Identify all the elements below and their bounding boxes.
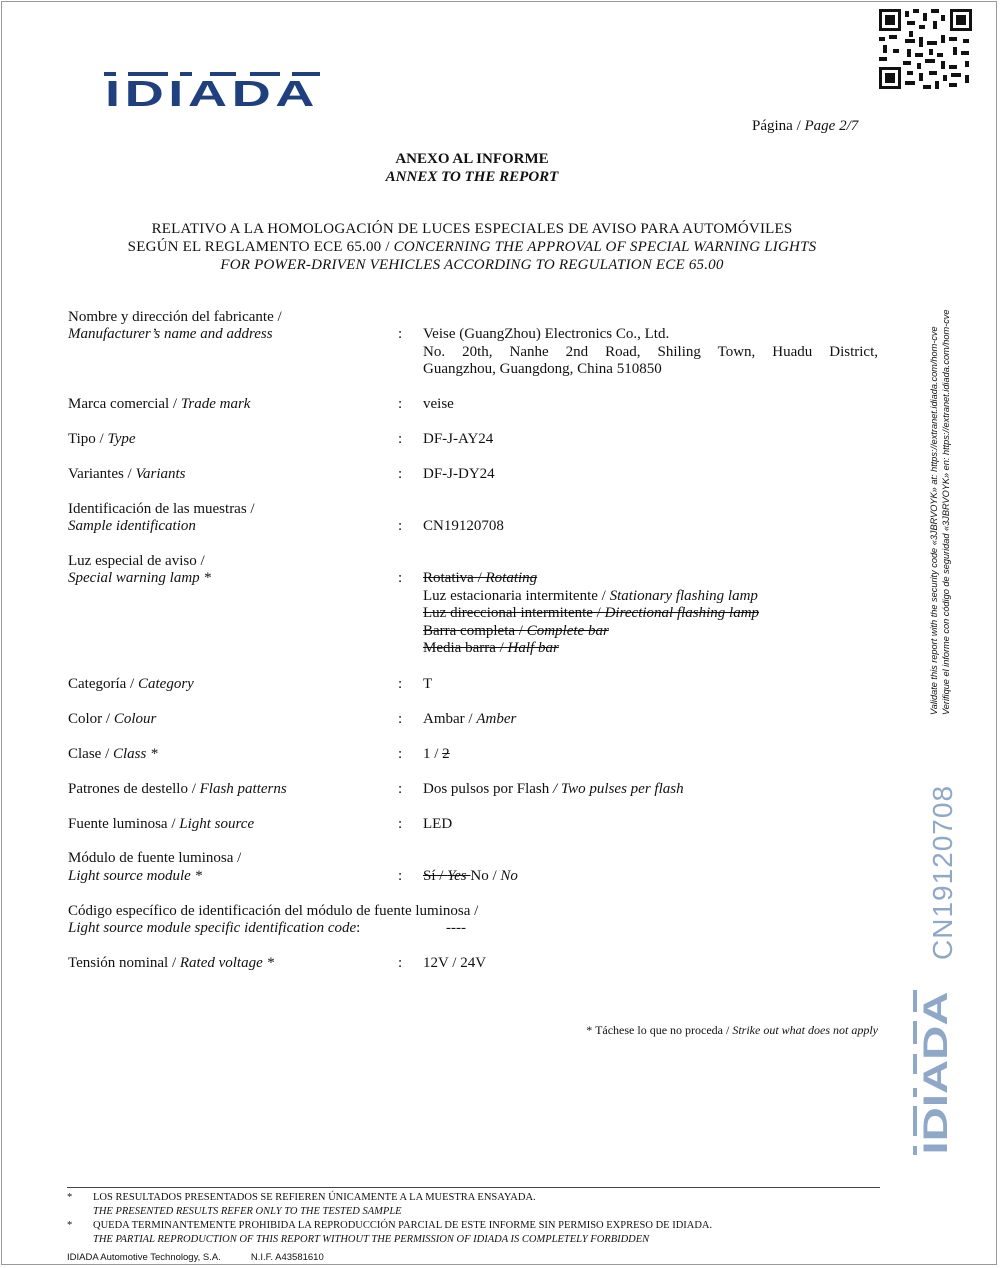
annex-heading-es: ANEXO AL INFORME [395,151,549,167]
colon: : [398,781,403,797]
sample-value: CN19120708 [423,518,504,534]
colon: : [398,711,403,727]
footer-line-4: THE PARTIAL REPRODUCTION OF THIS REPORT WITHOUT THE PERMISSION OF IDIADA IS COMPLETELY FORBIDDEN [93,1234,650,1245]
colon: : [398,955,403,971]
title-line-2: SEGÚN EL REGLAMENTO ECE 65.00 / CONCERNING THE APPROVAL OF SPECIAL WARNING LIGHTS [127,239,817,255]
colour-label: Color / Colour [68,711,157,727]
trademark-value: veise [423,396,454,412]
flash-label: Patrones de destello / Flash patterns [68,781,287,797]
class-value: 1 / 2 [423,746,450,762]
svg-text:IDIADA: IDIADA [105,73,319,114]
colour-value: Ambar / Amber [423,711,517,727]
colon: : [398,518,403,534]
lamp-option-rotating: Rotativa / Rotating [423,570,538,586]
page-number: Página / Page 2/7 [752,118,859,134]
svg-text:IDIADA: IDIADA [917,1037,955,1155]
module-code-value: ---- [446,920,466,936]
colon: : [398,431,403,447]
annex-heading-en: ANNEX TO THE REPORT [385,169,559,185]
footer-bullet: * [67,1192,73,1203]
validation-note [928,305,952,715]
lamp-option-half-bar: Media barra / Half bar [423,640,559,656]
lamp-option-directional: Luz direccional intermitente / Directional flashing lamp [423,605,760,621]
footer-line-3: QUEDA TERMINANTEMENTE PROHIBIDA LA REPRODUCCIÓN PARCIAL DE ESTE INFORME SIN PERMISO EXPRESO DE IDIADA. [93,1220,713,1231]
colon: : [398,746,403,762]
footer-separator [67,1187,880,1188]
class-label: Clase / Class * [68,746,158,762]
validation-line-en: Validate this report with the security code «3JBRVOYK» at: https://extranet.idiada.com/hom-cve [929,326,939,715]
footer-line-1: LOS RESULTADOS PRESENTADOS SE REFIEREN ÚNICAMENTE A LA MUESTRA ENSAYADA. [93,1192,536,1203]
colon: : [398,570,403,586]
voltage-value: 12V / 24V [423,955,487,971]
idiada-logo [104,72,320,114]
trademark-label: Marca comercial / Trade mark [68,396,251,412]
colon: : [398,396,403,412]
module-code-label-es: Código específico de identificación del módulo de fuente luminosa / [68,903,479,919]
type-label: Tipo / Type [68,431,136,447]
lamp-option-complete-bar: Barra completa / Complete bar [423,623,609,639]
strike-note: * Táchese lo que no proceda / Strike out what does not apply [586,1023,878,1037]
variants-label: Variantes / Variants [68,466,186,482]
manufacturer-label-es: Nombre y dirección del fabricante / [68,309,282,325]
source-label: Fuente luminosa / Light source [68,816,255,832]
colon: : [398,868,403,884]
sample-label-es: Identificación de las muestras / [68,501,255,517]
title-line-3: FOR POWER-DRIVEN VEHICLES ACCORDING TO REGULATION ECE 65.00 [220,257,724,273]
company-info: IDIADA Automotive Technology, S.A. N.I.F. A43581610 [67,1252,324,1263]
qr-code-icon [879,9,972,89]
voltage-label: Tensión nominal / Rated voltage * [68,955,274,971]
lamp-label-es: Luz especial de aviso / [68,553,205,569]
colon: : [398,466,403,482]
category-value: T [423,676,433,692]
module-label-es: Módulo de fuente luminosa / [68,850,242,866]
side-report-code: CN19120708 [927,784,958,960]
validation-line-es: Verifique el informe con código de seguridad «3JBRVOYK» en: https://extranet.idiada.com/hom-cve [941,309,951,715]
manufacturer-name: Veise (GuangZhou) Electronics Co., Ltd. [423,326,670,342]
module-code-label-en: Light source module specific identification code: [68,920,361,936]
title-line-1: RELATIVO A LA HOMOLOGACIÓN DE LUCES ESPECIALES DE AVISO PARA AUTOMÓVILES [151,221,793,237]
footer-bullet: * [67,1220,73,1231]
category-label: Categoría / Category [68,676,194,692]
module-value: Sí / Yes No / No [423,868,518,884]
side-idiada-logo [913,990,955,1155]
flash-value: Dos pulsos por Flash / Two pulses per flash [423,781,684,797]
colon: : [398,816,403,832]
lamp-option-stationary: Luz estacionaria intermitente / Stationary flashing lamp [423,588,758,604]
footer-line-2: THE PRESENTED RESULTS REFER ONLY TO THE TESTED SAMPLE [93,1206,402,1217]
sample-label-en: Sample identification [68,518,196,534]
manufacturer-address-2: Guangzhou, Guangdong, China 510850 [423,361,662,377]
manufacturer-label-en: Manufacturer’s name and address [68,326,273,342]
lamp-label-en: Special warning lamp * [68,570,211,586]
source-value: LED [423,816,453,832]
variants-value: DF-J-DY24 [423,466,495,482]
module-label-en: Light source module * [68,868,203,884]
type-value: DF-J-AY24 [423,431,494,447]
colon: : [398,676,403,692]
colon: : [398,326,403,342]
manufacturer-address-1: No. 20th, Nanhe 2nd Road, Shiling Town, Huadu District, [423,344,878,360]
